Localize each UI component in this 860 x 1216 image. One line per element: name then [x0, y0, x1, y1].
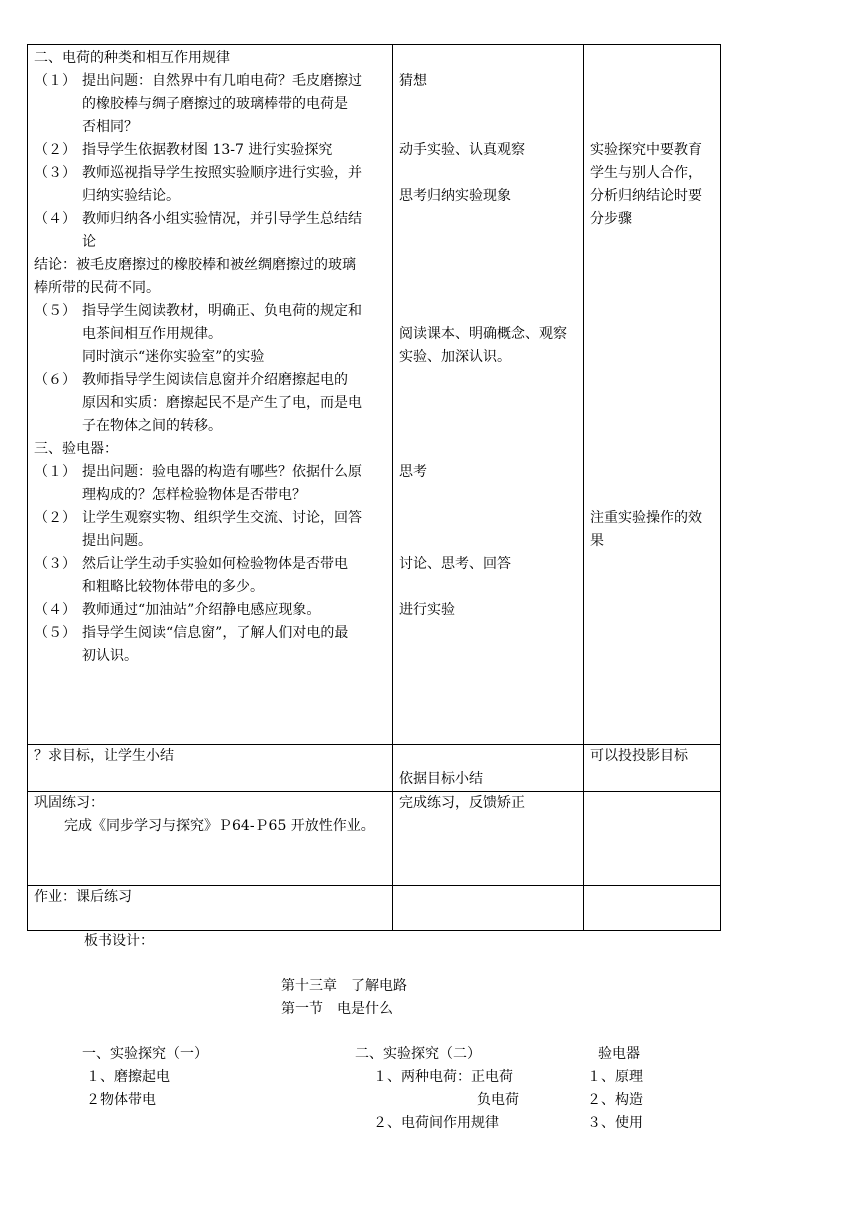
practice-note-cell — [584, 792, 721, 886]
item-line: 否相同？ — [82, 119, 138, 135]
item-body — [82, 622, 386, 668]
item-line: 教师指导学生阅读信息窗并介绍磨擦起电的 — [82, 372, 348, 388]
student-activity: 猜想 — [399, 73, 427, 89]
board-col2-item: 负电荷 — [477, 1092, 519, 1108]
item-body — [82, 507, 386, 553]
item-line: 理构成的？怎样检验物体是否带电？ — [82, 487, 306, 503]
design-intent-cell — [584, 45, 721, 745]
board-col2-title: 二、实验探究（二） — [355, 1046, 481, 1062]
item-line: 提出问题：自然界中有几咱电荷？毛皮磨擦过 — [82, 73, 362, 89]
list-item — [34, 70, 386, 139]
item-body — [82, 139, 386, 162]
design-note: 果 — [590, 533, 604, 549]
practice-title: 巩固练习： — [34, 795, 104, 811]
board-col1-item: １、磨擦起电 — [86, 1069, 170, 1085]
table-row — [28, 745, 721, 792]
list-item — [34, 162, 386, 208]
lesson-table — [27, 44, 721, 931]
item-body — [82, 208, 386, 254]
design-note: 分步骤 — [590, 211, 632, 227]
item-number: （３） — [34, 556, 76, 572]
list-item — [34, 553, 386, 599]
item-body — [82, 599, 386, 622]
item-line: 指导学生阅读教材，明确正、负电荷的规定和 — [82, 303, 362, 319]
item-number: （５） — [34, 303, 76, 319]
list-item — [34, 622, 386, 668]
board-section: 第一节 电是什么 — [281, 1001, 393, 1017]
practice-cell — [28, 792, 393, 886]
summary-note-text: 可以投投影目标 — [590, 748, 688, 764]
homework-student-cell — [393, 886, 584, 931]
board-col1-title: 一、实验探究（一） — [82, 1046, 208, 1062]
item-line: 让学生观察实物、组织学生交流、讨论，回答 — [82, 510, 362, 526]
student-activity: 动手实验、认真观察 — [399, 142, 525, 158]
list-item — [34, 139, 386, 162]
item-line: 初认识。 — [82, 648, 138, 664]
design-note: 学生与别人合作， — [590, 165, 702, 181]
item-line: 教师归纳各小组实验情况，并引导学生总结结 — [82, 211, 362, 227]
practice-student-cell — [393, 792, 584, 886]
item-number: （１） — [34, 464, 76, 480]
item-line: 指导学生依据教材图 13-7 进行实验探究 — [82, 142, 333, 158]
student-activity: 思考 — [399, 464, 427, 480]
design-note: 实验探究中要教育 — [590, 142, 702, 158]
homework-cell — [28, 886, 393, 931]
design-note: 注重实验操作的效 — [590, 510, 702, 526]
item-number: （４） — [34, 211, 76, 227]
item-line: 教师通过“加油站”介绍静电感应现象。 — [82, 602, 321, 618]
conclusion-line: 结论：被毛皮磨擦过的橡胶棒和被丝绸磨擦过的玻璃 — [34, 257, 356, 273]
item-line: 同时演示“迷你实验室”的实验 — [82, 349, 265, 365]
item-number: （４） — [34, 602, 76, 618]
board-col3-item: １、原理 — [587, 1069, 643, 1085]
board-col3-item: ２、构造 — [587, 1092, 643, 1108]
board-col2-item: ２、电荷间作用规律 — [373, 1115, 499, 1131]
item-line: 原因和实质：磨擦起民不是产生了电，而是电 — [82, 395, 362, 411]
summary-student-text: 依据目标小结 — [399, 771, 483, 787]
list-item — [34, 461, 386, 507]
homework-text: 作业：课后练习 — [34, 889, 132, 905]
board-col3-title: 验电器 — [598, 1046, 640, 1062]
list-item — [34, 208, 386, 254]
practice-body: 完成《同步学习与探究》Ｐ64-Ｐ65 开放性作业。 — [64, 818, 375, 834]
item-line: 然后让学生动手实验如何检验物体是否带电 — [82, 556, 348, 572]
section-heading: 三、验电器： — [34, 441, 118, 457]
item-body — [82, 553, 386, 599]
table-row — [28, 886, 721, 931]
summary-student-cell — [393, 745, 584, 792]
item-line: 指导学生阅读“信息窗”，了解人们对电的最 — [82, 625, 349, 641]
item-line: 子在物体之间的转移。 — [82, 418, 222, 434]
item-line: 归纳实验结论。 — [82, 188, 180, 204]
item-line: 的橡胶棒与绸子磨擦过的玻璃棒带的电荷是 — [82, 96, 348, 112]
summary-text: ？求目标，让学生小结 — [34, 748, 174, 764]
teacher-activity-cell — [28, 45, 393, 745]
board-chapter: 第十三章 了解电路 — [281, 978, 407, 994]
list-item — [34, 507, 386, 553]
student-activity-cell — [393, 45, 584, 745]
item-number: （６） — [34, 372, 76, 388]
conclusion-line: 棒所带的民荷不同。 — [34, 280, 160, 296]
item-number: （３） — [34, 165, 76, 181]
item-body — [82, 162, 386, 208]
list-item — [34, 369, 386, 438]
board-col1-item: ２物体带电 — [86, 1092, 156, 1108]
item-line: 电茶间相互作用规律。 — [82, 326, 222, 342]
summary-note-cell — [584, 745, 721, 792]
summary-cell — [28, 745, 393, 792]
practice-student-text: 完成练习，反馈矫正 — [399, 795, 525, 811]
item-line: 论 — [82, 234, 96, 250]
list-item — [34, 599, 386, 622]
item-body — [82, 70, 386, 139]
item-number: （５） — [34, 625, 76, 641]
item-number: （１） — [34, 73, 76, 89]
section-heading: 二、电荷的种类和相互作用规律 — [34, 50, 230, 66]
board-label: 板书设计： — [84, 933, 154, 949]
student-activity: 实验、加深认识。 — [399, 349, 511, 365]
list-item — [34, 300, 386, 369]
board-col3-item: ３、使用 — [587, 1115, 643, 1131]
item-line: 教师巡视指导学生按照实验顺序进行实验，并 — [82, 165, 362, 181]
student-activity: 进行实验 — [399, 602, 455, 618]
design-note: 分析归纳结论时要 — [590, 188, 702, 204]
student-activity: 阅读课本、明确概念、观察 — [399, 326, 567, 342]
table-row — [28, 792, 721, 886]
table-row — [28, 45, 721, 745]
item-line: 和粗略比较物体带电的多少。 — [82, 579, 264, 595]
item-number: （２） — [34, 142, 76, 158]
item-line: 提出问题：验电器的构造有哪些？依据什么原 — [82, 464, 362, 480]
item-body — [82, 300, 386, 369]
student-activity: 思考归纳实验现象 — [399, 188, 511, 204]
item-body — [82, 369, 386, 438]
student-activity: 讨论、思考、回答 — [399, 556, 511, 572]
item-number: （２） — [34, 510, 76, 526]
homework-note-cell — [584, 886, 721, 931]
item-body — [82, 461, 386, 507]
board-col2-item: １、两种电荷：正电荷 — [373, 1069, 513, 1085]
item-line: 提出问题。 — [82, 533, 152, 549]
